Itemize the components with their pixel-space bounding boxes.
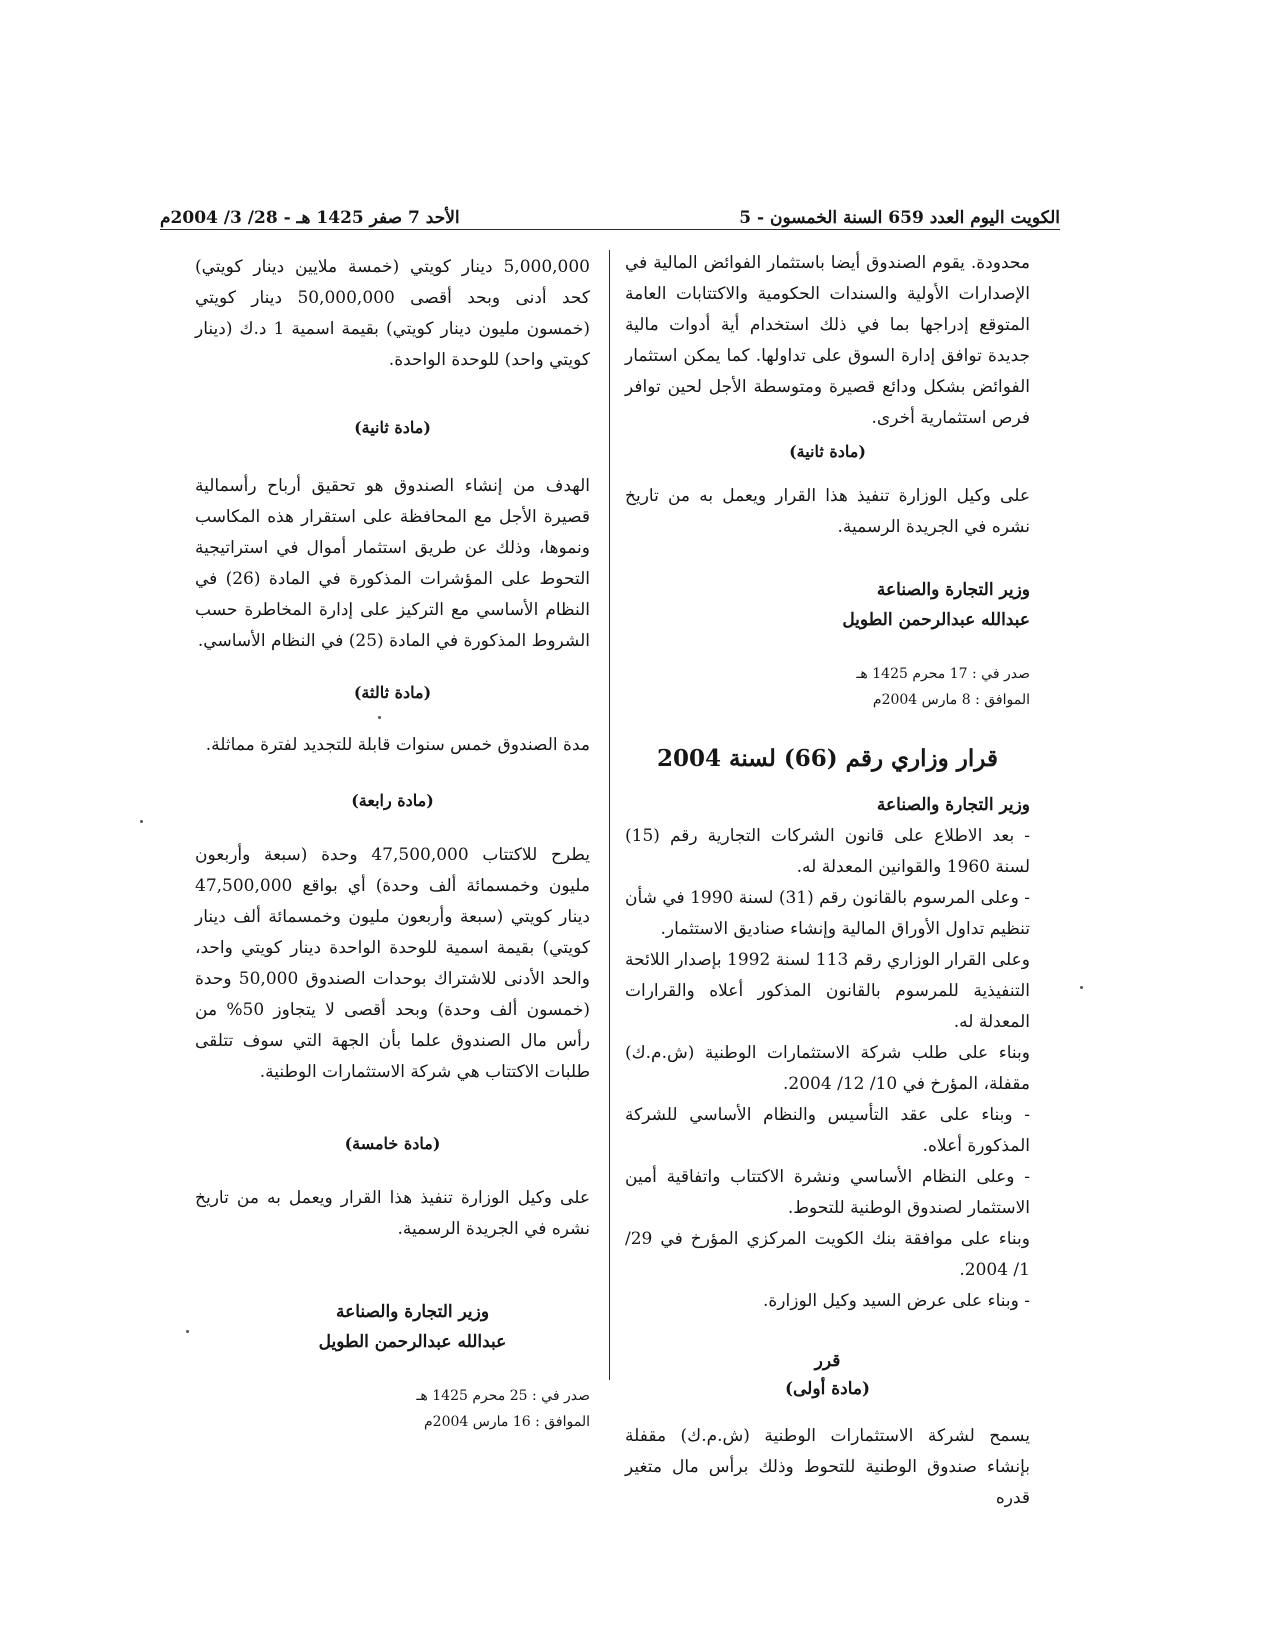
article-heading: (مادة رابعة) (351, 791, 434, 810)
header-date: الأحد 7 صفر 1425 هـ - 28/ 3/ 2004م (160, 208, 460, 228)
scan-speck (186, 1330, 189, 1333)
article-heading: (مادة خامسة) (344, 1134, 441, 1153)
paragraph: الهدف من إنشاء الصندوق هو تحقيق أرباح رأسمالية قصيرة الأجل مع المحافظة على استقرار هذه المكاسب ونموها، وذلك عن طريق استثمار أموال في استراتيجية التحوط على المؤشرات المذكورة في المادة (26) في النظام الأساسي مع التركيز على إدارة المخاطرة حسب الشروط المذكورة في المادة (25) في النظام الأساسي. (195, 476, 590, 651)
paragraph: 5,000,000 دينار كويتي (خمسة ملايين دينار كويتي) كحد أدنى وبحد أقصى 50,000,000 دينار كويتي (خمسون مليون دينار كويتي) بقيمة اسمية 1 د.ك (دينار كويتي واحد) للوحدة الواحدة. (195, 257, 590, 370)
left-column (195, 252, 590, 1435)
preamble-item: - وعلى المرسوم بالقانون رقم (31) لسنة 1990 في شأن تنظيم تداول الأوراق المالية وإنشاء صناديق الاستثمار. (625, 888, 1031, 939)
signature-title: وزير التجارة والصناعة (335, 1302, 490, 1322)
issue-date-gregorian: الموافق : 16 مارس 2004م (423, 1414, 590, 1430)
article-heading: (مادة ثالثة) (353, 683, 432, 702)
header-divider (160, 229, 1060, 230)
signature-block (625, 575, 1030, 635)
date-block (195, 1383, 590, 1435)
scan-speck (140, 820, 143, 823)
article-heading: (مادة ثانية) (789, 442, 866, 461)
issue-date: صدر في : 25 محرم 1425 هـ (416, 1388, 590, 1404)
paragraph: مدة الصندوق خمس سنوات قابلة للتجديد لفترة مماثلة. (205, 735, 590, 755)
minister-heading: وزير التجارة والصناعة (876, 795, 1030, 815)
preamble-item: وبناء على طلب شركة الاستثمارات الوطنية (ش.م.ك) مقفلة، المؤرخ في 10/ 12/ 2004. (625, 1043, 1030, 1094)
article-heading: (مادة ثانية) (354, 418, 431, 437)
column-divider (609, 250, 610, 1380)
signature-name: عبدالله عبدالرحمن الطويل (318, 1332, 507, 1352)
issue-date-gregorian: الموافق : 8 مارس 2004م (872, 692, 1030, 708)
preamble-item: وعلى القرار الوزاري رقم 113 لسنة 1992 بإصدار اللائحة التنفيذية للمرسوم بالقانون المذكور أعلاه والقرارات المعدلة له. (625, 950, 1030, 1032)
preamble-item: - وبناء على عرض السيد وكيل الوزارة. (763, 1291, 1030, 1311)
preamble-item: - وعلى النظام الأساسي ونشرة الاكتتاب واتفاقية أمين الاستثمار لصندوق الوطنية للتحوط. (625, 1167, 1030, 1218)
signature-title: وزير التجارة والصناعة (876, 580, 1030, 600)
preamble-item: - بعد الاطلاع على قانون الشركات التجارية رقم (15) لسنة 1960 والقوانين المعدلة له. (625, 826, 1030, 877)
preamble-item: - وبناء على عقد التأسيس والنظام الأساسي للشركة المذكورة أعلاه. (625, 1105, 1030, 1156)
header-issue-info: الكويت اليوم العدد 659 السنة الخمسون - 5 (739, 208, 1060, 228)
article-heading: (مادة أولى) (784, 1379, 871, 1399)
scan-speck (378, 716, 381, 719)
signature-name: عبدالله عبدالرحمن الطويل (842, 610, 1030, 630)
right-column (625, 248, 1030, 1514)
signature-block (195, 1297, 590, 1357)
paragraph: على وكيل الوزارة تنفيذ هذا القرار ويعمل به من تاريخ نشره في الجريدة الرسمية. (195, 1188, 590, 1239)
scan-speck (1080, 986, 1083, 989)
preamble-item: وبناء على موافقة بنك الكويت المركزي المؤرخ في 29/ 1/ 2004. (625, 1229, 1030, 1280)
date-block (625, 661, 1030, 713)
decree-keyword: قرر (814, 1351, 841, 1371)
paragraph: يطرح للاكتتاب 47,500,000 وحدة (سبعة وأربعون مليون وخمسمائة ألف وحدة) أي بواقع 47,500,000 دينار كويتي (سبعة وأربعون مليون وخمسمائة ألف دينار كويتي) بقيمة اسمية للوحدة الواحدة دينار كويتي واحد، والحد الأدنى للاشتراك بوحدات الصندوق 50,000 وحدة (خمسون ألف وحدة) وبحد أقصى لا يتجاوز 50% من رأس مال الصندوق علما بأن الجهة التي سوف تتلقى طلبات الاكتتاب هي شركة الاستثمارات الوطنية. (195, 845, 590, 1082)
issue-date: صدر في : 17 محرم 1425 هـ (856, 666, 1030, 682)
paragraph: محدودة. يقوم الصندوق أيضا باستثمار الفوائض المالية في الإصدارات الأولية والسندات الحكومية والاكتتابات العامة المتوقع إدراجها بما في ذلك استخدام أية أدوات مالية جديدة توافق إدارة السوق على تداولها. كما يمكن استثمار الفوائض بشكل ودائع قصيرة ومتوسطة الأجل لحين توافر فرص استثمارية أخرى. (625, 253, 1030, 428)
paragraph: يسمح لشركة الاستثمارات الوطنية (ش.م.ك) مقفلة بإنشاء صندوق الوطنية للتحوط وذلك برأس مال متغير قدره (625, 1426, 1030, 1508)
decree-title: قرار وزاري رقم (66) لسنة 2004 (657, 745, 998, 772)
paragraph: على وكيل الوزارة تنفيذ هذا القرار ويعمل به من تاريخ نشره في الجريدة الرسمية. (625, 486, 1030, 537)
